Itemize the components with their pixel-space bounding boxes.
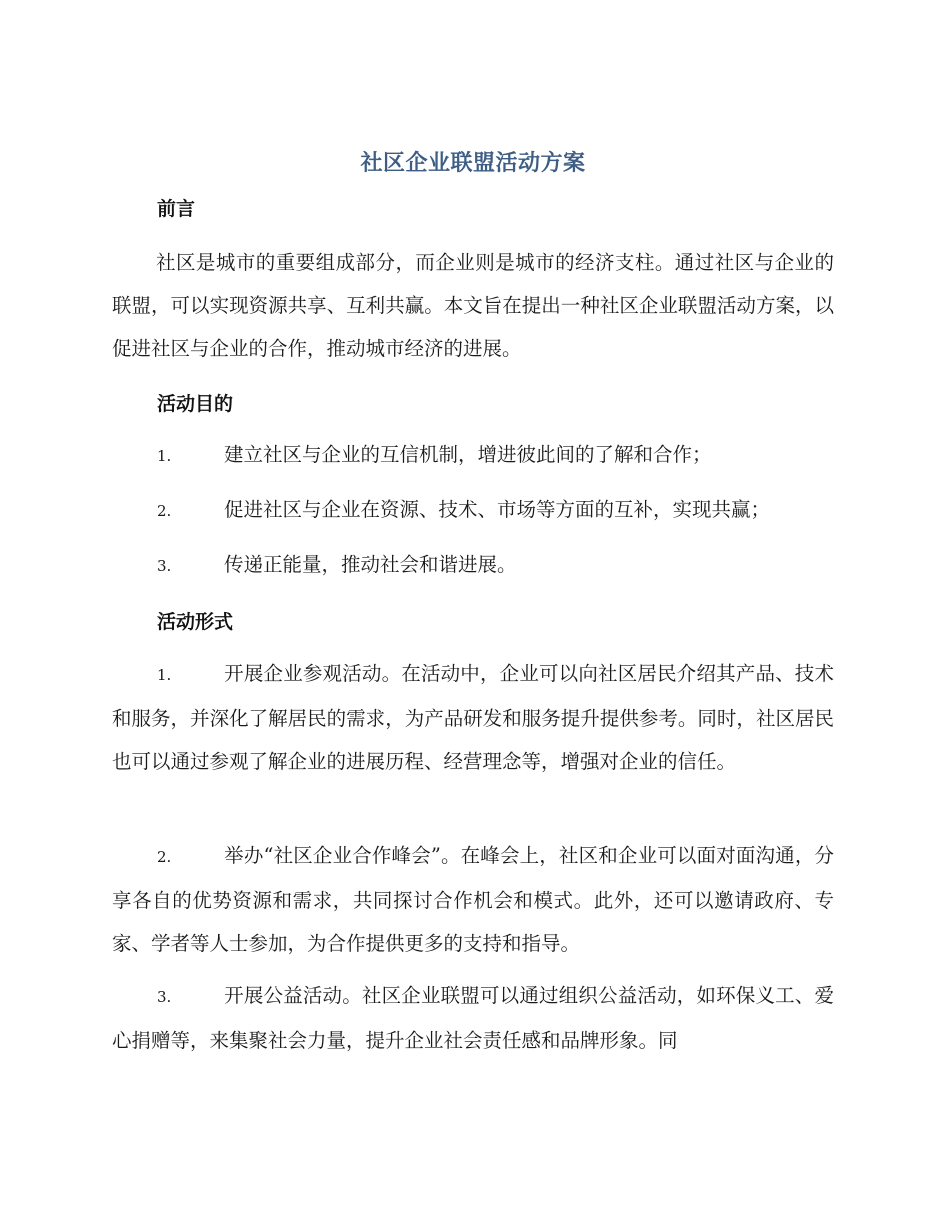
format-list-item: [112, 834, 834, 965]
preface-paragraph: 社区是城市的重要组成部分，而企业则是城市的经济支柱。通过社区与企业的联盟，可以实现资源共享、互利共赢。本文旨在提出一种社区企业联盟活动方案，以促进社区与企业的合作，推动城市经济的进展。: [112, 251, 834, 360]
list-number: 2.: [157, 502, 172, 520]
list-text: 传递正能量，推动社会和谐进展。: [224, 553, 517, 576]
list-number: 1.: [157, 666, 172, 684]
purpose-list-item: [112, 433, 834, 478]
purpose-list-item: [112, 488, 834, 533]
list-text: 开展企业参观活动。在活动中，企业可以向社区居民介绍其产品、技术和服务，并深化了解居民的需求，为产品研发和服务提升提供参考。同时，社区居民也可以通过参观了解企业的进展历程、经营理念等，增强对企业的信任。: [112, 662, 834, 773]
section-heading-format: 活动形式: [157, 611, 234, 633]
format-list-item: [112, 652, 834, 783]
section-heading-purpose: 活动目的: [157, 393, 234, 415]
purpose-list-item: [112, 543, 834, 588]
list-text: 举办“社区企业合作峰会”。在峰会上，社区和企业可以面对面沟通，分享各自的优势资源和需求，共同探讨合作机会和模式。此外，还可以邀请政府、专家、学者等人士参加，为合作提供更多的支持和指导。: [112, 844, 834, 955]
format-list-item: [112, 974, 834, 1062]
list-text: 促进社区与企业在资源、技术、市场等方面的互补，实现共赢；: [224, 498, 771, 521]
list-text: 开展公益活动。社区企业联盟可以通过组织公益活动，如环保义工、爱心捐赠等，来集聚社会力量，提升企业社会责任感和品牌形象。同: [112, 984, 834, 1052]
section-heading-preface: 前言: [157, 198, 196, 220]
list-text: 建立社区与企业的互信机制，增进彼此间的了解和合作；: [224, 443, 712, 466]
document-title: 社区企业联盟活动方案: [360, 151, 586, 176]
list-number: 3.: [157, 557, 172, 575]
list-number: 3.: [157, 988, 172, 1006]
list-number: 2.: [157, 848, 172, 866]
list-number: 1.: [157, 447, 172, 465]
